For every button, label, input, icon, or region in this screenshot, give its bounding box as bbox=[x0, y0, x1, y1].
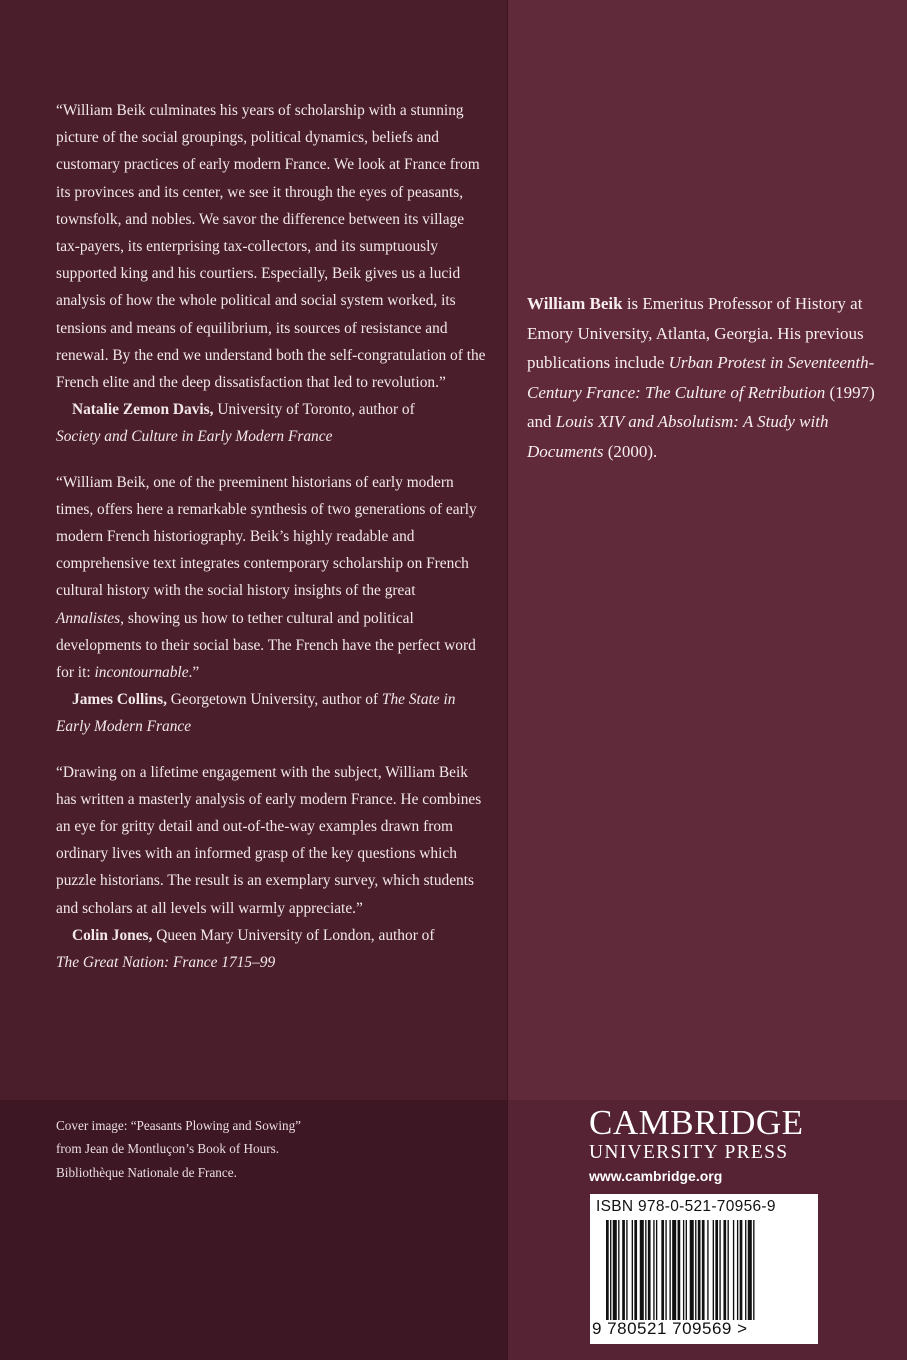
review-quote-2 bbox=[56, 469, 486, 687]
review-quote-1: “William Beik culminates his years of scholarship with a stunning picture of the social groupings, political dynamics, beliefs and customary practices of early modern France. We look at France from its provinces and its center, we see it through the eyes of peasants, townsfolk, and nobles. We savor the difference between its village tax-payers, its enterprising tax-collectors, and its sumptuously supported king and his courtiers. Especially, Beik gives us a lucid analysis of how the whole political and social system worked, its tensions and means of equilibrium, its sources of resistance and renewal. By the end we understand both the self-congratulation of the French elite and the deep dissatisfaction that led to revolution.” bbox=[56, 102, 486, 392]
barcode-bar bbox=[656, 1220, 657, 1320]
barcode-bar bbox=[648, 1220, 651, 1320]
review-quote-3: “Drawing on a lifetime engagement with the subject, William Beik has written a masterly analysis of early modern France. He combines an eye for gritty detail and out-of-the-way examples drawn from ordinary lives with an informed grasp of the key questions which puzzle historians. The result is an exemplary survey, which students and scholars at all levels will warmly appreciate.” bbox=[56, 763, 482, 917]
barcode-bar bbox=[737, 1220, 738, 1320]
barcode-bar bbox=[695, 1220, 696, 1320]
reviewer-name: Natalie Zemon Davis, bbox=[72, 401, 214, 419]
barcode-bar bbox=[672, 1220, 676, 1320]
barcode-bar bbox=[606, 1220, 609, 1320]
quote-text: , showing us how to tether cultural and political developments to their social base. The French have the perfect word for it: bbox=[56, 609, 476, 682]
author-name: William Beik bbox=[527, 294, 623, 313]
quote-text: .” bbox=[188, 664, 200, 682]
credit-line: from Jean de Montluçon’s Book of Hours. bbox=[56, 1141, 280, 1157]
barcode-bar bbox=[745, 1220, 746, 1320]
review-attribution-1 bbox=[56, 396, 486, 450]
barcode-bar bbox=[715, 1220, 718, 1320]
reviewer-affiliation: Queen Mary University of London, author of bbox=[152, 926, 435, 944]
bio-text: is Emeritus Professor of History at Emory University, Atlanta, Georgia. His previous publications include bbox=[527, 294, 864, 372]
reviewer-affiliation: Georgetown University, author of bbox=[166, 691, 382, 709]
barcode-bar bbox=[683, 1220, 684, 1320]
bio-text: (2000). bbox=[603, 441, 658, 461]
publisher-subtitle: UNIVERSITY PRESS bbox=[589, 1142, 789, 1163]
reviewer-name: James Collins, bbox=[72, 691, 167, 709]
barcode-bar bbox=[669, 1220, 670, 1320]
quote-italic: incontournable bbox=[94, 664, 189, 682]
review-quotes bbox=[56, 97, 486, 976]
barcode-bar bbox=[661, 1220, 664, 1320]
reviewer-name: Colin Jones, bbox=[72, 926, 153, 944]
author-bio bbox=[527, 289, 887, 466]
isbn-label: ISBN 978-0-521-70956-9 bbox=[596, 1198, 776, 1215]
barcode-bar bbox=[728, 1220, 729, 1320]
reviewer-book: The State in Early Modern France bbox=[56, 691, 456, 736]
credit-line: Bibliothèque Nationale de France. bbox=[56, 1164, 237, 1180]
barcode-bar bbox=[740, 1220, 743, 1320]
bio-book-title: Urban Protest in Seventeenth-Century France: The Culture of Retribution bbox=[527, 353, 875, 402]
barcode-bars bbox=[606, 1220, 802, 1320]
barcode-bar bbox=[713, 1220, 714, 1320]
barcode-bar bbox=[753, 1220, 754, 1320]
publisher-logo bbox=[589, 1104, 829, 1186]
barcode-bar bbox=[665, 1220, 666, 1320]
barcode-bar bbox=[622, 1220, 625, 1320]
quote-italic: Annalistes bbox=[56, 609, 121, 627]
barcode-bar bbox=[686, 1220, 687, 1320]
barcode-bar bbox=[645, 1220, 646, 1320]
reviewer-book: The Great Nation: France 1715–99 bbox=[56, 954, 276, 972]
barcode-digits: 9 780521 709569 > bbox=[592, 1319, 748, 1338]
cover-image-credit bbox=[56, 1114, 456, 1184]
bio-book-title: Louis XIV and Absolutism: A Study with Documents bbox=[527, 412, 829, 461]
barcode-bar bbox=[632, 1220, 633, 1320]
reviewer-affiliation: University of Toronto, author of bbox=[213, 401, 415, 419]
review-attribution-3 bbox=[56, 922, 486, 976]
barcode-bar bbox=[702, 1220, 705, 1320]
reviewer-book: Society and Culture in Early Modern France bbox=[56, 428, 333, 446]
review-attribution-2 bbox=[56, 686, 486, 740]
barcode-bar bbox=[626, 1220, 627, 1320]
barcode-bar bbox=[613, 1220, 617, 1320]
bio-text: (1997) and bbox=[527, 382, 875, 431]
barcode bbox=[590, 1194, 818, 1344]
barcode-bar bbox=[610, 1220, 611, 1320]
barcode-bar bbox=[678, 1220, 681, 1320]
barcode-bar bbox=[748, 1220, 752, 1320]
barcode-bar bbox=[640, 1220, 644, 1320]
publisher-name: CAMBRIDGE bbox=[589, 1103, 804, 1142]
quote-text: “William Beik, one of the preeminent historians of early modern times, offers here a remarkable synthesis of two generations of early modern French historiography. Beik’s highly readable and comprehensive text integrates contemporary scholarship on French cultural history with the social history insights of the great bbox=[56, 473, 477, 600]
barcode-bar bbox=[653, 1220, 654, 1320]
credit-line: Cover image: “Peasants Plowing and Sowing” bbox=[56, 1118, 302, 1133]
spine-divider bbox=[507, 0, 508, 1360]
barcode-bar bbox=[618, 1220, 619, 1320]
barcode-bar bbox=[723, 1220, 726, 1320]
barcode-bar bbox=[719, 1220, 720, 1320]
right-panel-background bbox=[508, 0, 907, 1100]
barcode-bar bbox=[698, 1220, 701, 1320]
barcode-bar bbox=[690, 1220, 694, 1320]
barcode-bar bbox=[634, 1220, 637, 1320]
barcode-bar bbox=[707, 1220, 708, 1320]
publisher-url: www.cambridge.org bbox=[589, 1168, 723, 1184]
barcode-bar bbox=[733, 1220, 734, 1320]
